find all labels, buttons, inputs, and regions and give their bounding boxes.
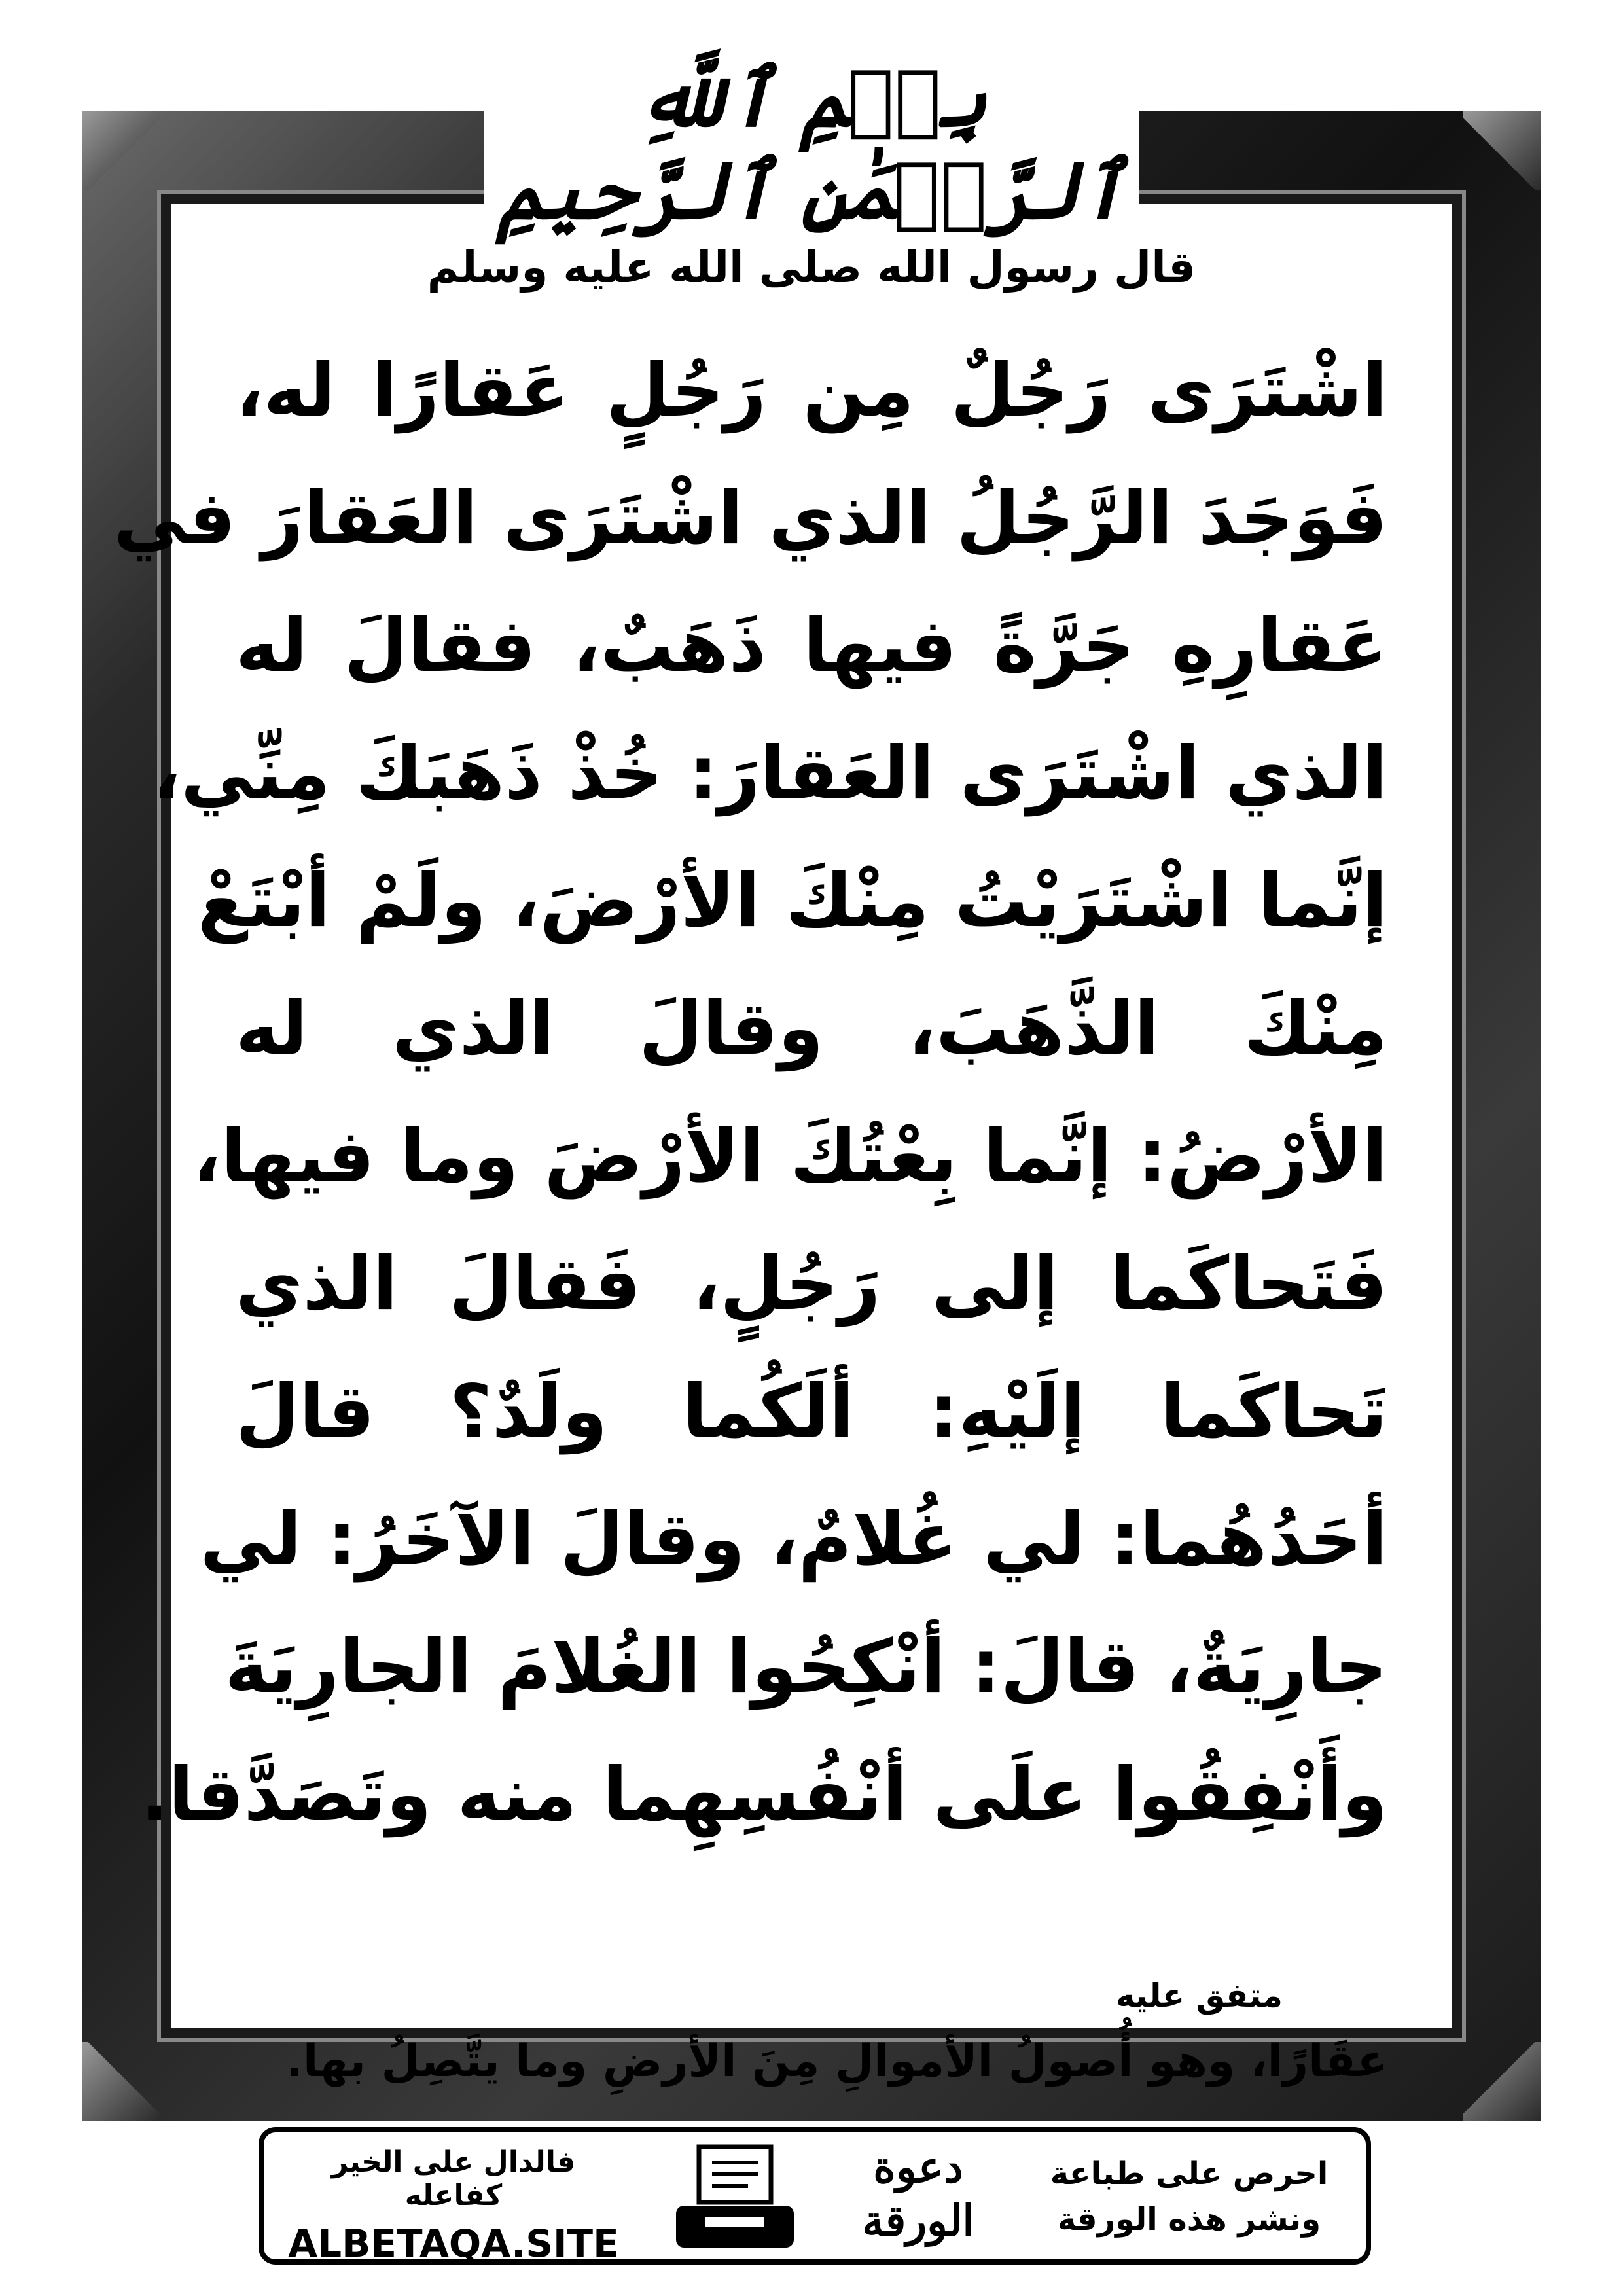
- hadith-text: [113, 327, 1387, 1859]
- hadith-line: إنَّما اشْتَرَيْتُ مِنْكَ الأرْضَ، ولَمْ أبْتَعْ: [197, 859, 1387, 944]
- footer-bar: [259, 2127, 1371, 2265]
- hadith-line: الأرْضُ: إنَّما بِعْتُكَ الأرْضَ وما فيها،: [192, 1114, 1387, 1199]
- footer-appeal-line: احرص على طباعة: [1050, 2155, 1329, 2192]
- basmala-box: [484, 13, 1139, 237]
- hadith-line: فَوَجَدَ الرَّجُلُ الذي اشْتَرَى العَقارَ في: [113, 476, 1387, 561]
- hadith-line: الذي اشْتَرَى العَقارَ: خُذْ ذَهَبَكَ مِنِّي،: [152, 731, 1387, 816]
- hadith-line: تَحاكَما إلَيْهِ: ألَكُما ولَدٌ؟ قالَ: [236, 1369, 1387, 1454]
- footer-appeal-line: ونشر هذه الورقة: [1057, 2201, 1321, 2238]
- hadith-line: أحَدُهُما: لي غُلامٌ، وقالَ الآخَرُ: لي: [200, 1497, 1387, 1582]
- basmala-calligraphy: بِسۡمِ ٱللَّهِ ٱلرَّحۡمَٰنِ ٱلرَّحِيمِ: [497, 52, 1126, 237]
- footer-website[interactable]: ALBETAQA.SITE: [288, 2221, 619, 2266]
- hadith-line: عَقارِهِ جَرَّةً فيها ذَهَبٌ، فقالَ له: [236, 603, 1387, 689]
- hadith-source: متفق عليه: [1115, 1977, 1283, 2015]
- footer-website-block: [283, 2145, 624, 2266]
- hadith-line: وأَنْفِقُوا علَى أنْفُسِهِما منه وتَصَدَّقا.: [140, 1752, 1387, 1837]
- footer-print-appeal: [1032, 2151, 1346, 2242]
- word-gloss: عقَارًا، وهو أُصولُ الأموالِ مِنَ الأرضِ وما يتَّصِلُ بها.: [286, 2036, 1387, 2087]
- footer-proverb: فالدال على الخير كفاعله: [331, 2145, 576, 2212]
- hadith-line: مِنْكَ الذَّهَبَ، وقالَ الذي له: [236, 986, 1387, 1071]
- brand-logo: دعوة الورقة: [862, 2142, 974, 2246]
- hadith-line: اشْتَرَى رَجُلٌ مِن رَجُلٍ عَقارًا له،: [236, 348, 1387, 433]
- printer-icon: [669, 2142, 800, 2253]
- hadith-line: فَتَحاكَما إلى رَجُلٍ، فَقالَ الذي: [236, 1242, 1387, 1327]
- hadith-line: جارِيَةٌ، قالَ: أنْكِحُوا الغُلامَ الجارِيَةَ: [224, 1624, 1387, 1710]
- hadith-attribution: قال رسول الله صلى الله عليه وسلم: [427, 242, 1196, 293]
